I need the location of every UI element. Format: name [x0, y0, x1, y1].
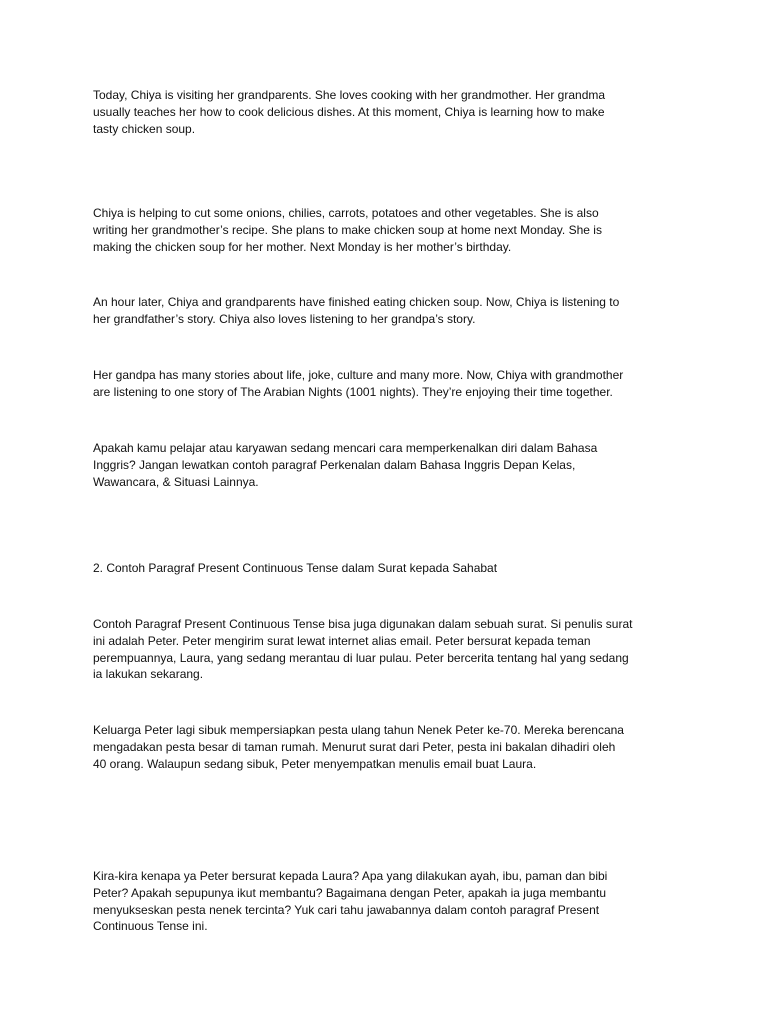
paragraph-hour-later: [93, 294, 683, 328]
text-line: tasty chicken soup.: [93, 121, 196, 136]
text-line: Chiya is helping to cut some onions, chilies, carrots, potatoes and other vegetables. She is also: [93, 206, 599, 220]
paragraph-kira-kira: [93, 868, 683, 935]
text-line: menyukseskan pesta nenek tercinta? Yuk cari tahu jawabannya dalam contoh paragraf Present: [93, 902, 600, 917]
text-line: 40 orang. Walaupun sedang sibuk, Peter menyempatkan menulis email buat Laura.: [93, 756, 537, 771]
text-line: Today, Chiya is visiting her grandparents. She loves cooking with her grandmother. Her grandma: [93, 88, 606, 102]
paragraph-surat-intro: [93, 616, 683, 683]
text-line: usually teaches her how to cook delicious dishes. At this moment, Chiya is learning how to make: [93, 104, 605, 119]
text-line: An hour later, Chiya and grandparents have finished eating chicken soup. Now, Chiya is listening to: [93, 295, 620, 309]
text-line: Continuous Tense ini.: [93, 919, 208, 934]
text-line: Contoh Paragraf Present Continuous Tense bisa juga digunakan dalam sebuah surat. Si penulis surat: [93, 617, 633, 631]
paragraph-keluarga-peter: [93, 722, 683, 772]
text-line: writing her grandmother’s recipe. She plans to make chicken soup at home next Monday. She is: [93, 222, 602, 237]
section-heading: 2. Contoh Paragraf Present Continuous Tense dalam Surat kepada Sahabat: [93, 561, 498, 575]
text-line: Peter? Apakah sepupunya ikut membantu? Bagaimana dengan Peter, apakah ia juga membantu: [93, 885, 607, 900]
paragraph-chiya-visiting: [93, 87, 683, 137]
text-line: perempuannya, Laura, yang sedang merantau di luar pulau. Peter bercerita tentang hal yang sedang: [93, 650, 629, 665]
text-line: Inggris? Jangan lewatkan contoh paragraf Perkenalan dalam Bahasa Inggris Depan Kelas,: [93, 457, 576, 472]
paragraph-perkenalan: [93, 440, 683, 490]
text-line: Apakah kamu pelajar atau karyawan sedang mencari cara memperkenalkan diri dalam Bahasa: [93, 441, 598, 455]
text-line: ia lakukan sekarang.: [93, 667, 204, 682]
text-line: Her gandpa has many stories about life, joke, culture and many more. Now, Chiya with grandmother: [93, 368, 624, 382]
text-line: Keluarga Peter lagi sibuk mempersiapkan pesta ulang tahun Nenek Peter ke-70. Mereka berencana: [93, 723, 624, 737]
paragraph-grandpa-stories: [93, 367, 683, 401]
text-line: ini adalah Peter. Peter mengirim surat lewat internet alias email. Peter bersurat kepada teman: [93, 633, 591, 648]
text-line: Wawancara, & Situasi Lainnya.: [93, 474, 259, 489]
text-line: making the chicken soup for her mother. Next Monday is her mother’s birthday.: [93, 239, 512, 254]
text-line: her grandfather’s story. Chiya also loves listening to her grandpa’s story.: [93, 311, 476, 326]
paragraph-chiya-helping: [93, 205, 683, 255]
text-line: Kira-kira kenapa ya Peter bersurat kepada Laura? Apa yang dilakukan ayah, ibu, paman dan bibi: [93, 869, 608, 883]
text-line: mengadakan pesta besar di taman rumah. Menurut surat dari Peter, pesta ini bakalan dihadiri oleh: [93, 739, 616, 754]
text-line: are listening to one story of The Arabian Nights (1001 nights). They’re enjoying their time together.: [93, 384, 613, 399]
